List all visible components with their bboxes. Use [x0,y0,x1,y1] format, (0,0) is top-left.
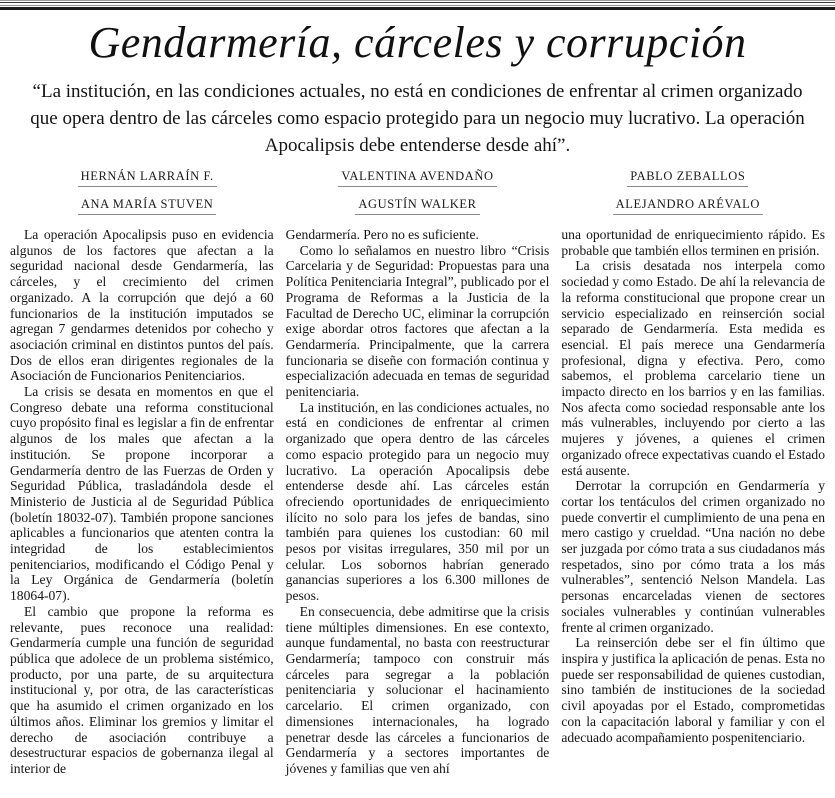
decorative-top-rule [0,0,835,10]
authors-column-3 [553,169,823,215]
body-paragraph-continuation: Gendarmería. Pero no es suficiente. [285,227,479,242]
authors-column-2 [282,169,552,215]
body-column-3 [561,227,825,777]
body-paragraph: Como lo señalamos en nuestro libro “Crisis Carcelaria y de Seguridad: Propuestas para una Política Penitenciaria Integral”, publicado por el Programa de Reformas a la Justicia de la Facultad de Derecho UC, eliminar la corrupción exige abordar otros factores que afectan a la Gendarmería. Principalmente, que la carrera funcionaria se diseñe con formación continua y especialización adecuada en temas de seguridad penitenciaria. [285,242,550,400]
body-paragraph: La crisis desatada nos interpela como sociedad y como Estado. De ahí la relevancia de la reforma constitucional que propone crear un servicio especializado en reinserción social separado de Gendarmería. Esta medida es esencial. El país merece una Gendarmería profesional, digna y efectiva. Pero, como sabemos, el problema carcelario tiene un impacto directo en los barrios y en las familias. Nos afecta como sociedad responsable ante los más vulnerables, incluyendo por cierto a las mujeres y jóvenes, a quienes el crimen organizado ofrece expectativas cuando el Estado está ausente. [561,258,826,478]
body-paragraph: La reinserción debe ser el fin último que inspira y justifica la aplicación de penas. Esta no puede ser responsabilidad de quienes custodian, sino también de instituciones de la sociedad civil apoyadas por el Estado, comprometidas con la capacitación laboral y familiar y con el adecuado acompañamiento pospenitenciario. [561,635,826,745]
author-name: ANA MARÍA STUVEN [78,197,217,215]
body-paragraph: La institución, en las condiciones actuales, no está en condiciones de enfrentar al crimen organizado que opera dentro de las cárceles como espacio protegido para un negocio muy lucrativo. La operación Apocalipsis debe entenderse desde ahí. Las cárceles están ofreciendo oportunidades de enriquecimiento ilícito no solo para los jefes de bandas, sino también para quienes los custodian: 60 mil pesos por visitas irregulares, 350 mil por un celular. Los sobornos habrían generado ganancias superiores a los 6.300 millones de pesos. [285,399,550,604]
authors-column-1 [12,169,282,215]
article-pull-quote: “La institución, en las condiciones actuales, no está en condiciones de enfrentar al crimen organizado que opera dentro de las cárceles como espacio protegido para un negocio muy lucrativo. La operación Apocalipsis debe entenderse desde ahí”. [30,81,805,156]
article-body [10,227,825,777]
author-name: HERNÁN LARRAÍN F. [78,169,217,187]
authors-section [12,169,823,215]
author-name: AGUSTÍN WALKER [355,197,479,215]
author-name: ALEJANDRO ARÉVALO [613,197,763,215]
body-paragraph: La operación Apocalipsis puso en evidencia algunos de los factores que afectan a la seguridad nacional desde Gendarmería, las cárceles, y el crecimiento del crimen organizado. A la corrupción que dejó a 60 funcionarios de la institución imputados se agregan 7 gendarmes detenidos por cohecho y asociación criminal en distintos puntos del país. Dos de ellos eran dirigentes regionales de la Asociación de Funcionarios Penitenciarios. [10,227,274,384]
body-column-2 [286,227,550,777]
author-name: VALENTINA AVENDAÑO [338,169,496,187]
article-title: Gendarmería, cárceles y corrupción [88,18,747,67]
body-paragraph: Derrotar la corrupción en Gendarmería y cortar los tentáculos del crimen organizado no puede convertir el cumplimiento de una pena en mero castigo y crueldad. “Una nación no debe ser juzgada por cómo trata a sus ciudadanos más respetados, sino por cómo trata a los más vulnerables”, sentenció Nelson Mandela. Las personas encarceladas vienen de sectores sociales vulnerables y continúan vulnerables frente al crimen organizado. [561,478,826,635]
body-paragraph-continuation: una oportunidad de enriquecimiento rápido. Es probable que también ellos terminen en prisión. [561,227,826,258]
author-name: PABLO ZEBALLOS [627,169,748,187]
body-column-1 [10,227,274,777]
body-paragraph: El cambio que propone la reforma es relevante, pues reconoce una realidad: Gendarmería cumple una función de seguridad pública que adolece de un problema sistémico, producto, por una parte, de su arquitectura institucional y, por otra, de las características que ha asumido el crimen organizado en los últimos años. Eliminar los gremios y limitar el derecho de asociación contribuye a desestructurar espacios de gobernanza ilegal al interior de [10,603,274,776]
body-paragraph: La crisis se desata en momentos en que el Congreso debate una reforma constitucional cuyo propósito final es legislar a fin de enfrentar algunos de los males que afectan a la institución. Se propone incorporar a Gendarmería dentro de las Fuerzas de Orden y Seguridad Pública, trasladándola desde el Ministerio de Justicia al de Seguridad Pública (boletín 18032-07). También propone sanciones aplicables a funcionarios que atenten contra la integridad de los establecimientos penitenciarios, modificando el Código Penal y la Ley Orgánica de Gendarmería (boletín 18064-07). [10,384,274,604]
body-paragraph: En consecuencia, debe admitirse que la crisis tiene múltiples dimensiones. En ese contexto, aunque fundamental, no basta con reestructurar Gendarmería; tampoco con construir más cárceles para segregar a la población penitenciaria y solucionar el hacinamiento carcelario. El crimen organizado, con dimensiones internacionales, ha logrado penetrar desde las cárceles a funcionarios de Gendarmería y a sectores importantes de jóvenes y familias que ven ahí [285,603,550,776]
